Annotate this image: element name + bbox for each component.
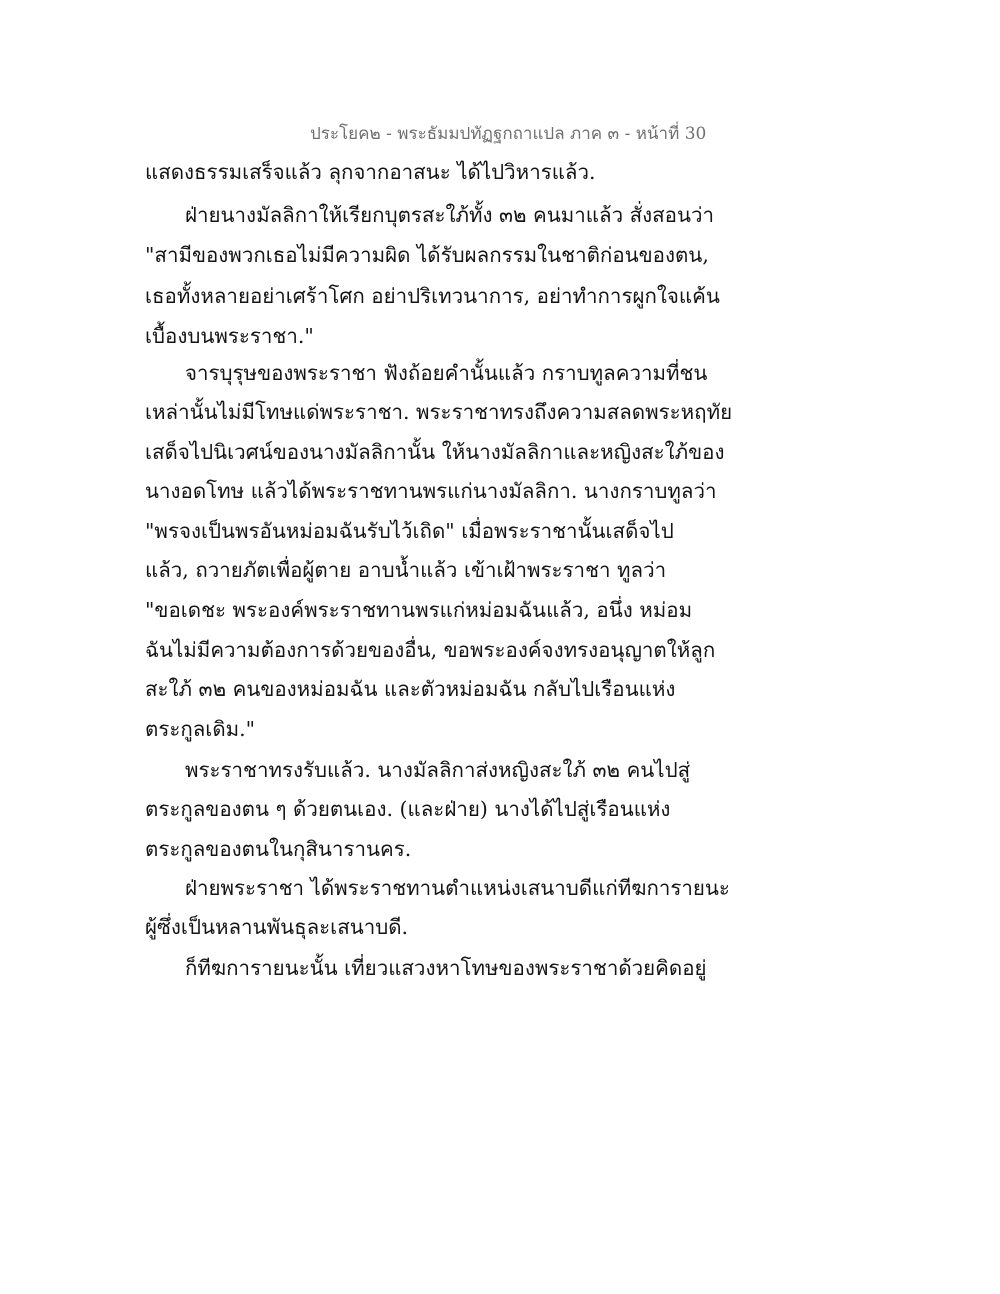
text-line: "ขอเดชะ พระองค์พระราชทานพรแก่หม่อมฉันแล้ว, อนึ่ง หม่อม (145, 598, 693, 622)
paragraph-first-line: จารบุรุษของพระราชา ฟังถ้อยคำนั้นแล้ว กราบทูลความที่ชน (185, 361, 708, 385)
text-line: สะใภ้ ๓๒ คนของหม่อมฉัน และตัวหม่อมฉัน กลับไปเรือนแห่ง (145, 677, 676, 701)
text-line: แล้ว, ถวายภัตเพื่อผู้ตาย อาบน้ำแล้ว เข้าเฝ้าพระราชา ทูลว่า (145, 558, 667, 582)
paragraph-first-line: ก็ทีฆการายนะนั้น เที่ยวแสวงหาโทษของพระราชาด้วยคิดอยู่ (185, 956, 707, 980)
text-line: ฉันไม่มีความต้องการด้วยของอื่น, ขอพระองค์จงทรงอนุญาตให้ลูก (145, 638, 716, 662)
text-line: นางอดโทษ แล้วได้พระราชทานพรแก่นางมัลลิกา. นางกราบทูลว่า (145, 479, 717, 503)
text-line: เธอทั้งหลายอย่าเศร้าโศก อย่าปริเทวนาการ, อย่าทำการผูกใจแค้น (145, 284, 720, 308)
text-line: แสดงธรรมเสร็จแล้ว ลุกจากอาสนะ ได้ไปวิหารแล้ว. (145, 160, 596, 184)
text-line: ตระกูลของตน ๆ ด้วยตนเอง. (และฝ่าย) นางได้ไปสู่เรือนแห่ง (145, 797, 671, 821)
paragraph-first-line: ฝ่ายพระราชา ได้พระราชทานตำแหน่งเสนาบดีแก่ทีฆการายนะ (185, 876, 730, 900)
text-line: เหล่านั้นไม่มีโทษแด่พระราชา. พระราชาทรงถึงความสลดพระหฤทัย (145, 400, 733, 424)
paragraph-first-line: ฝ่ายนางมัลลิกาให้เรียกบุตรสะใภ้ทั้ง ๓๒ คนมาแล้ว สั่งสอนว่า (185, 203, 714, 227)
text-line: ผู้ซึ่งเป็นหลานพันธุละเสนาบดี. (145, 915, 409, 939)
text-line: เบื้องบนพระราชา." (145, 324, 314, 348)
text-line: "สามีของพวกเธอไม่มีความผิด ได้รับผลกรรมในชาติก่อนของตน, (145, 243, 709, 267)
text-line: ตระกูลเดิม." (145, 717, 256, 741)
text-line: "พรจงเป็นพรอันหม่อมฉันรับไว้เถิด" เมื่อพระราชานั้นเสด็จไป (145, 519, 674, 543)
text-line: ตระกูลของตนในกุสินารานคร. (145, 837, 412, 861)
running-header: ประโยค๒ - พระธัมมปทัฏฐกถาแปล ภาค ๓ - หน้าที่ 30 (310, 124, 707, 144)
paragraph-first-line: พระราชาทรงรับแล้ว. นางมัลลิกาส่งหญิงสะใภ้ ๓๒ คนไปสู่ (185, 758, 691, 782)
text-line: เสด็จไปนิเวศน์ของนางมัลลิกานั้น ให้นางมัลลิกาและหญิงสะใภ้ของ (145, 440, 725, 464)
